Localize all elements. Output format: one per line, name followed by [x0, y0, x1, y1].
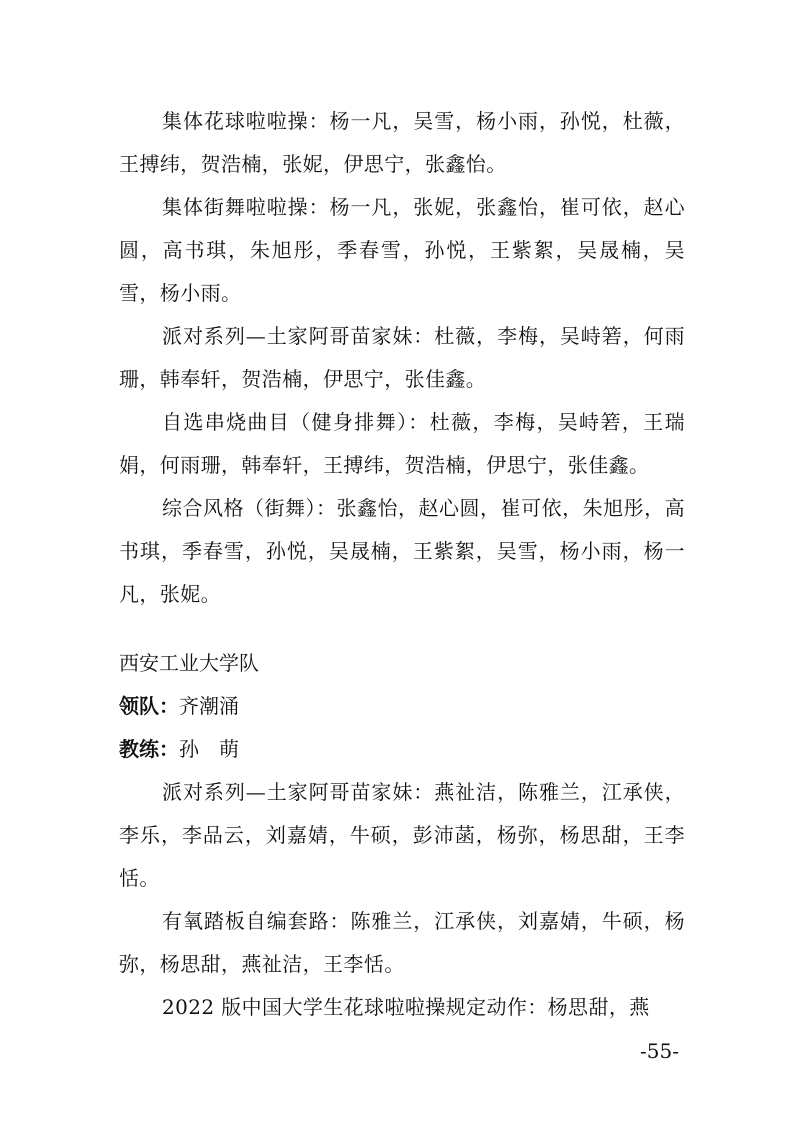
- team-coach-line: [119, 728, 239, 771]
- entry-paragraph: 集体街舞啦啦操：杨一凡，张妮，张鑫怡，崔可依，赵心圆，高书琪，朱旭彤，季春雪，孙悦，王紫絮，吴晟楠，吴雪，杨小雨。: [119, 195, 685, 305]
- coach-value: 孙 萌: [179, 737, 239, 761]
- team-leader-line: [119, 685, 239, 728]
- entry-paragraph: 2022 版中国大学生花球啦啦操规定动作：杨思甜，燕: [162, 995, 650, 1019]
- entry-paragraph: 综合风格（街舞）：张鑫怡，赵心圆，崔可依，朱旭彤，高书琪，季春雪，孙悦，吴晟楠，王紫絮，吴雪，杨小雨，杨一凡，张妮。: [119, 496, 685, 606]
- entry-paragraph: 集体花球啦啦操：杨一凡，吴雪，杨小雨，孙悦，杜薇，王搏纬，贺浩楠，张妮，伊思宁，张鑫怡。: [119, 109, 685, 176]
- entry-paragraph: 派对系列—土家阿哥苗家妹：燕祉洁，陈雅兰，江承侠，李乐，李品云，刘嘉婧，牛硕，彭沛菡，杨弥，杨思甜，王李恬。: [119, 780, 685, 890]
- team-name-heading: 西安工业大学队: [119, 651, 259, 675]
- leader-value: 齐潮涌: [179, 694, 239, 718]
- entry-paragraph: 有氧踏板自编套路：陈雅兰，江承侠，刘嘉婧，牛硕，杨弥，杨思甜，燕祉洁，王李恬。: [119, 909, 685, 976]
- page-number: -55-: [640, 1039, 679, 1063]
- entry-paragraph: 自选串烧曲目（健身排舞）：杜薇，李梅，吴峙箬，王瑞娟，何雨珊，韩奉轩，王搏纬，贺浩楠，伊思宁，张佳鑫。: [119, 410, 685, 477]
- coach-label: 教练：: [119, 737, 179, 761]
- entry-paragraph: 派对系列—土家阿哥苗家妹：杜薇，李梅，吴峙箬，何雨珊，韩奉轩，贺浩楠，伊思宁，张佳鑫。: [119, 324, 685, 391]
- leader-label: 领队：: [119, 694, 179, 718]
